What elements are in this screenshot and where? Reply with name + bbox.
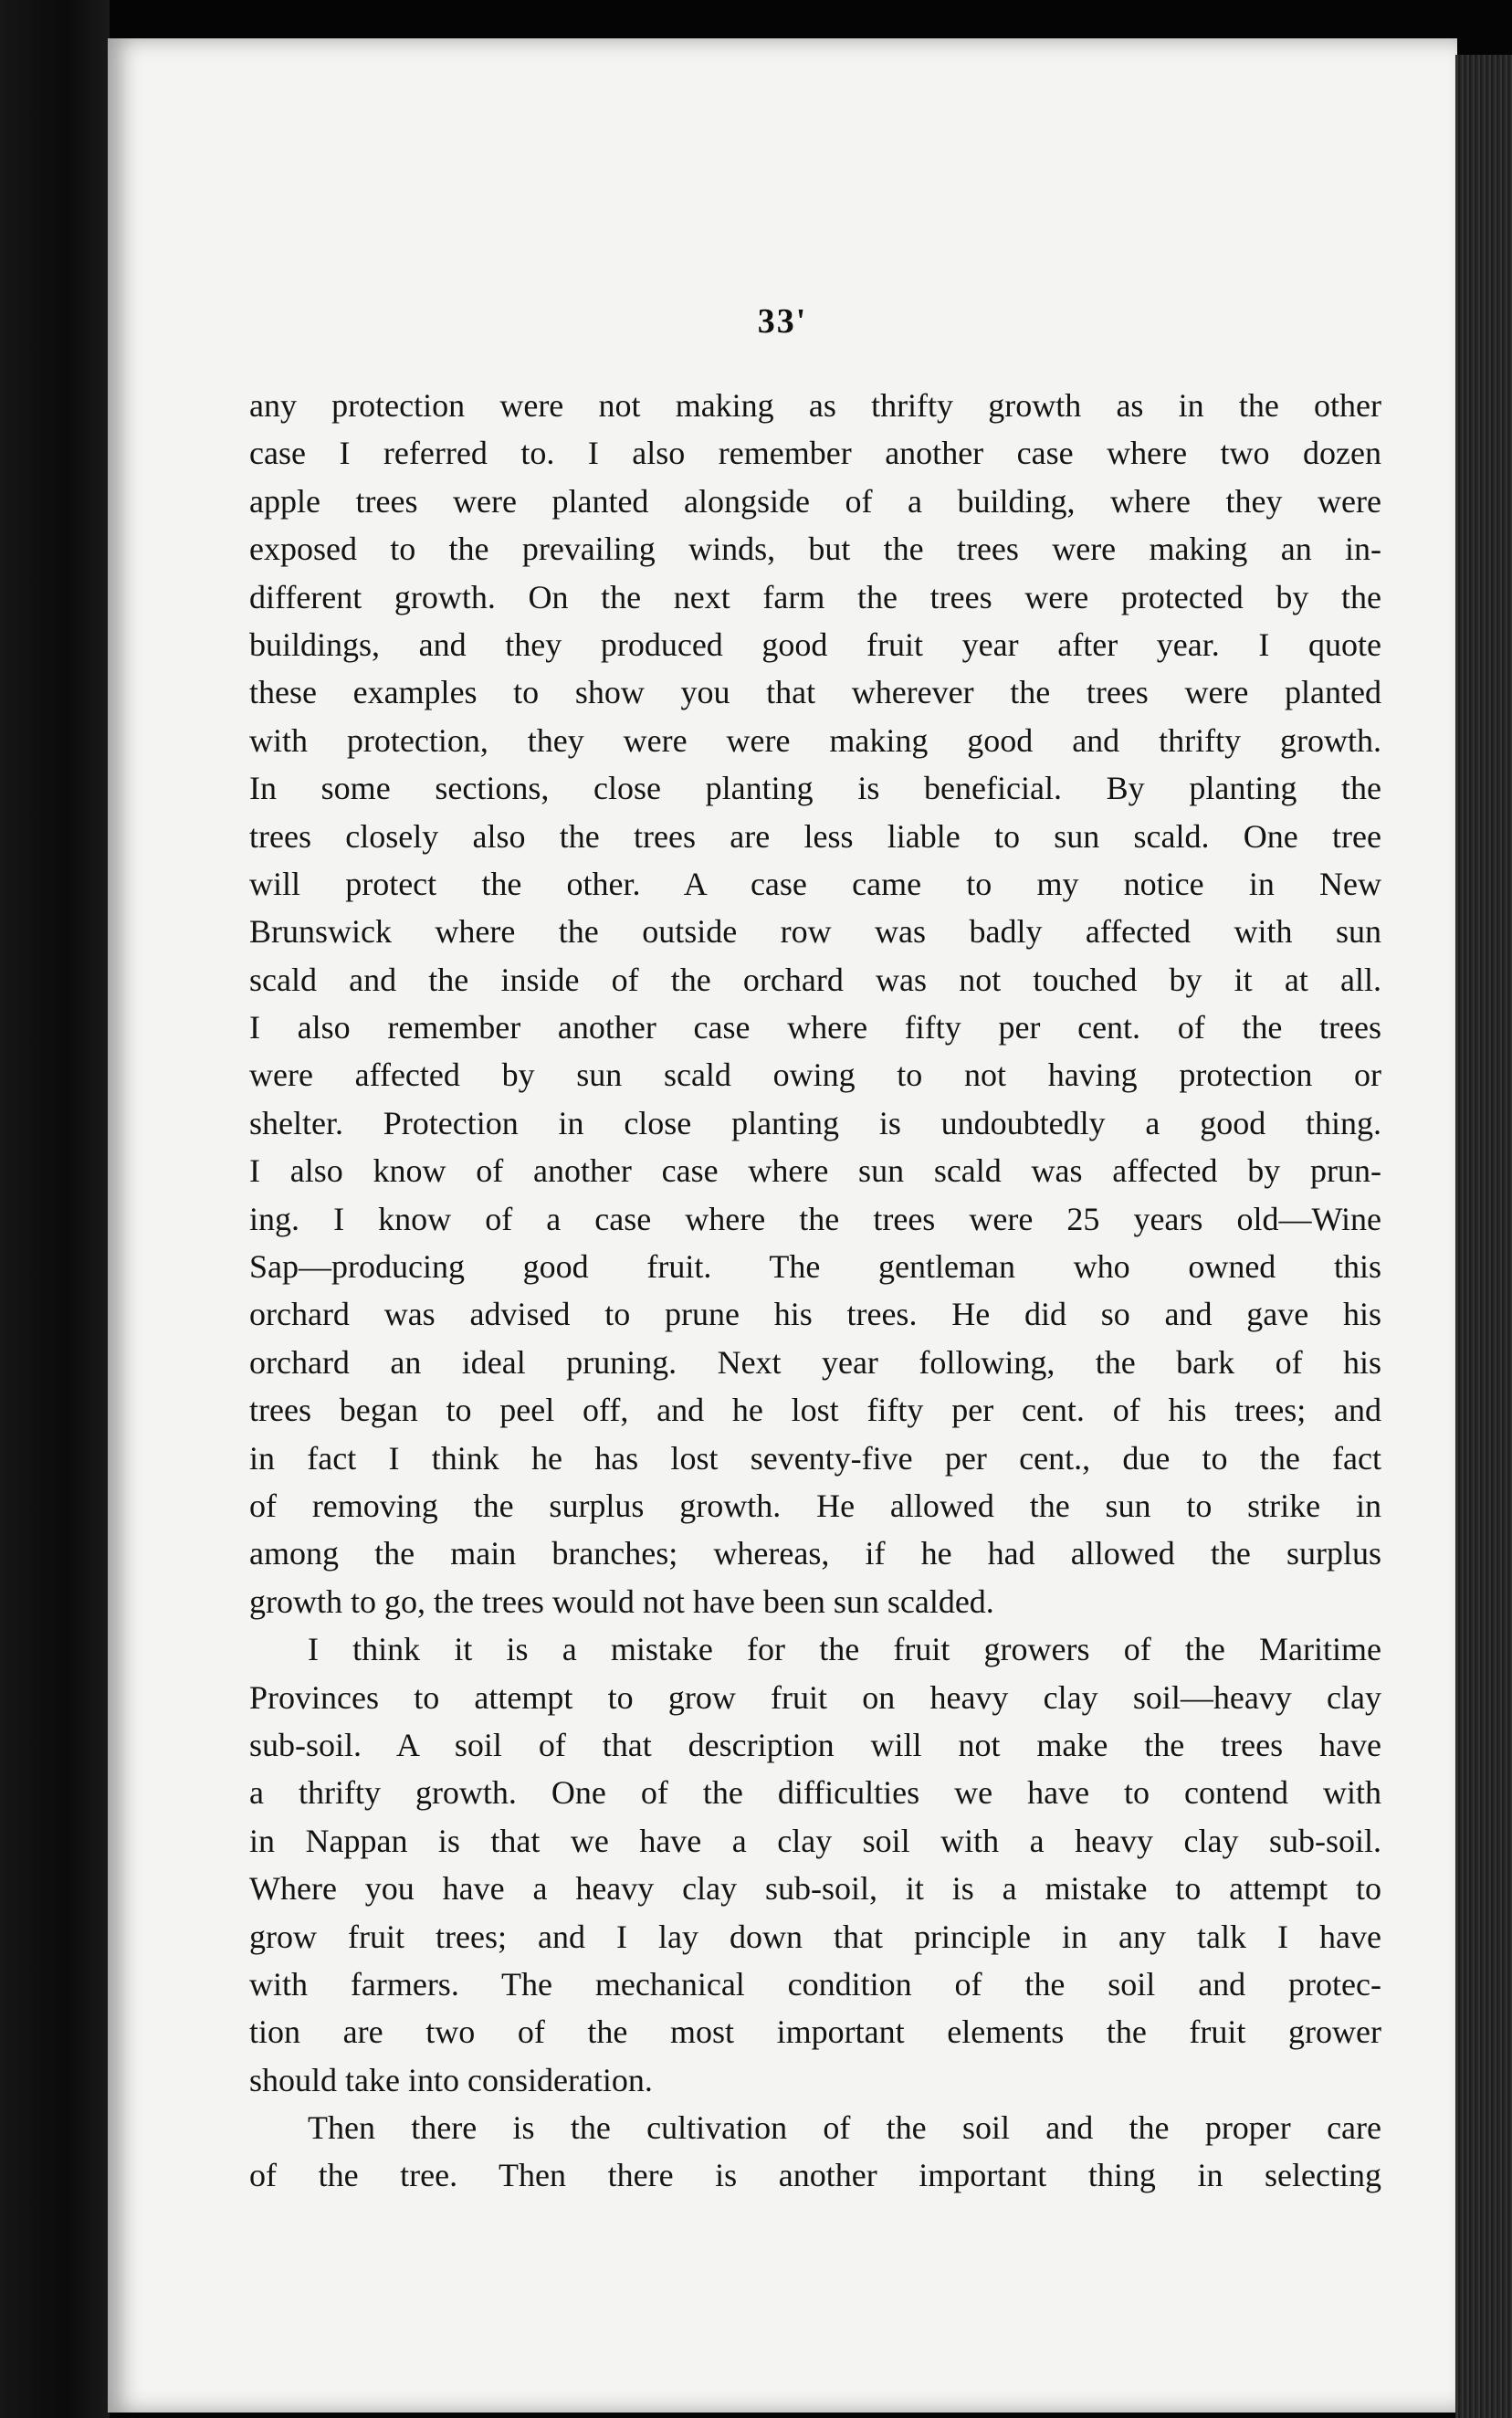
body-text <box>249 382 1381 2200</box>
text-line: were affected by sun scald owing to not having protection or <box>249 1057 1381 1094</box>
text-line: Provinces to attempt to grow fruit on heavy clay soil—heavy clay <box>249 1678 1381 1716</box>
text-line: should take into consideration. <box>249 2061 653 2098</box>
text-line: among the main branches; whereas, if he had allowed the surplus <box>249 1535 1381 1572</box>
text-line: in Nappan is that we have a clay soil with a heavy clay sub-soil. <box>249 1822 1381 1859</box>
text-line: different growth. On the next farm the trees were protected by the <box>249 578 1381 615</box>
text-line: ing. I know of a case where the trees were 25 years old—Wine <box>249 1200 1381 1237</box>
text-line: I also remember another case where fifty per cent. of the trees <box>249 1009 1381 1046</box>
text-line: exposed to the prevailing winds, but the trees were making an in- <box>249 531 1381 568</box>
text-line: of removing the surplus growth. He allowed the sun to strike in <box>249 1487 1381 1524</box>
text-line: sub-soil. A soil of that description will not make the trees have <box>249 1726 1381 1763</box>
text-line: will protect the other. A case came to my notice in New <box>249 865 1381 902</box>
text-line: buildings, and they produced good fruit year after year. I quote <box>249 626 1381 663</box>
text-line: with protection, they were were making good and thrifty growth. <box>249 721 1381 759</box>
text-line: Then there is the cultivation of the soil and the proper care <box>308 2109 1381 2147</box>
text-line: grow fruit trees; and I lay down that principle in any talk I have <box>249 1918 1381 1955</box>
text-line: orchard an ideal pruning. Next year following, the bark of his <box>249 1343 1381 1381</box>
text-line: Brunswick where the outside row was badly affected with sun <box>249 913 1381 951</box>
text-line: with farmers. The mechanical condition of the soil and protec- <box>249 1965 1381 2003</box>
text-line: apple trees were planted alongside of a building, where they were <box>249 482 1381 520</box>
text-line: trees closely also the trees are less liable to sun scald. One tree <box>249 817 1381 855</box>
book-gutter <box>0 0 110 2418</box>
text-line: case I referred to. I also remember another case where two dozen <box>249 435 1381 472</box>
text-line: shelter. Protection in close planting is undoubtedly a good thing. <box>249 1104 1381 1141</box>
text-line: trees began to peel off, and he lost fifty per cent. of his trees; and <box>249 1392 1381 1429</box>
book-page <box>108 38 1457 2413</box>
text-line: these examples to show you that wherever the trees were planted <box>249 674 1381 711</box>
text-line: of the tree. Then there is another important thing in selecting <box>249 2157 1381 2194</box>
page-edges <box>1455 55 1512 2418</box>
text-line: Sap—producing good fruit. The gentleman who owned this <box>249 1248 1381 1286</box>
text-line: orchard was advised to prune his trees. He did so and gave his <box>249 1296 1381 1333</box>
text-line: a thrifty growth. One of the difficulties we have to contend with <box>249 1774 1381 1812</box>
text-line: tion are two of the most important elements the fruit grower <box>249 2013 1381 2051</box>
text-line: I think it is a mistake for the fruit growers of the Maritime <box>308 1631 1381 1668</box>
text-line: any protection were not making as thrifty growth as in the other <box>249 387 1381 424</box>
text-line: I also know of another case where sun scald was affected by prun- <box>249 1152 1381 1190</box>
text-line: growth to go, the trees would not have been sun scalded. <box>249 1582 994 1620</box>
text-line: in fact I think he has lost seventy-five per cent., due to the fact <box>249 1439 1381 1477</box>
text-line: scald and the inside of the orchard was not touched by it at all. <box>249 961 1381 998</box>
page-number: 33' <box>757 302 808 341</box>
text-line: Where you have a heavy clay sub-soil, it is a mistake to attempt to <box>249 1870 1381 1908</box>
text-line: In some sections, close planting is beneficial. By planting the <box>249 770 1381 807</box>
